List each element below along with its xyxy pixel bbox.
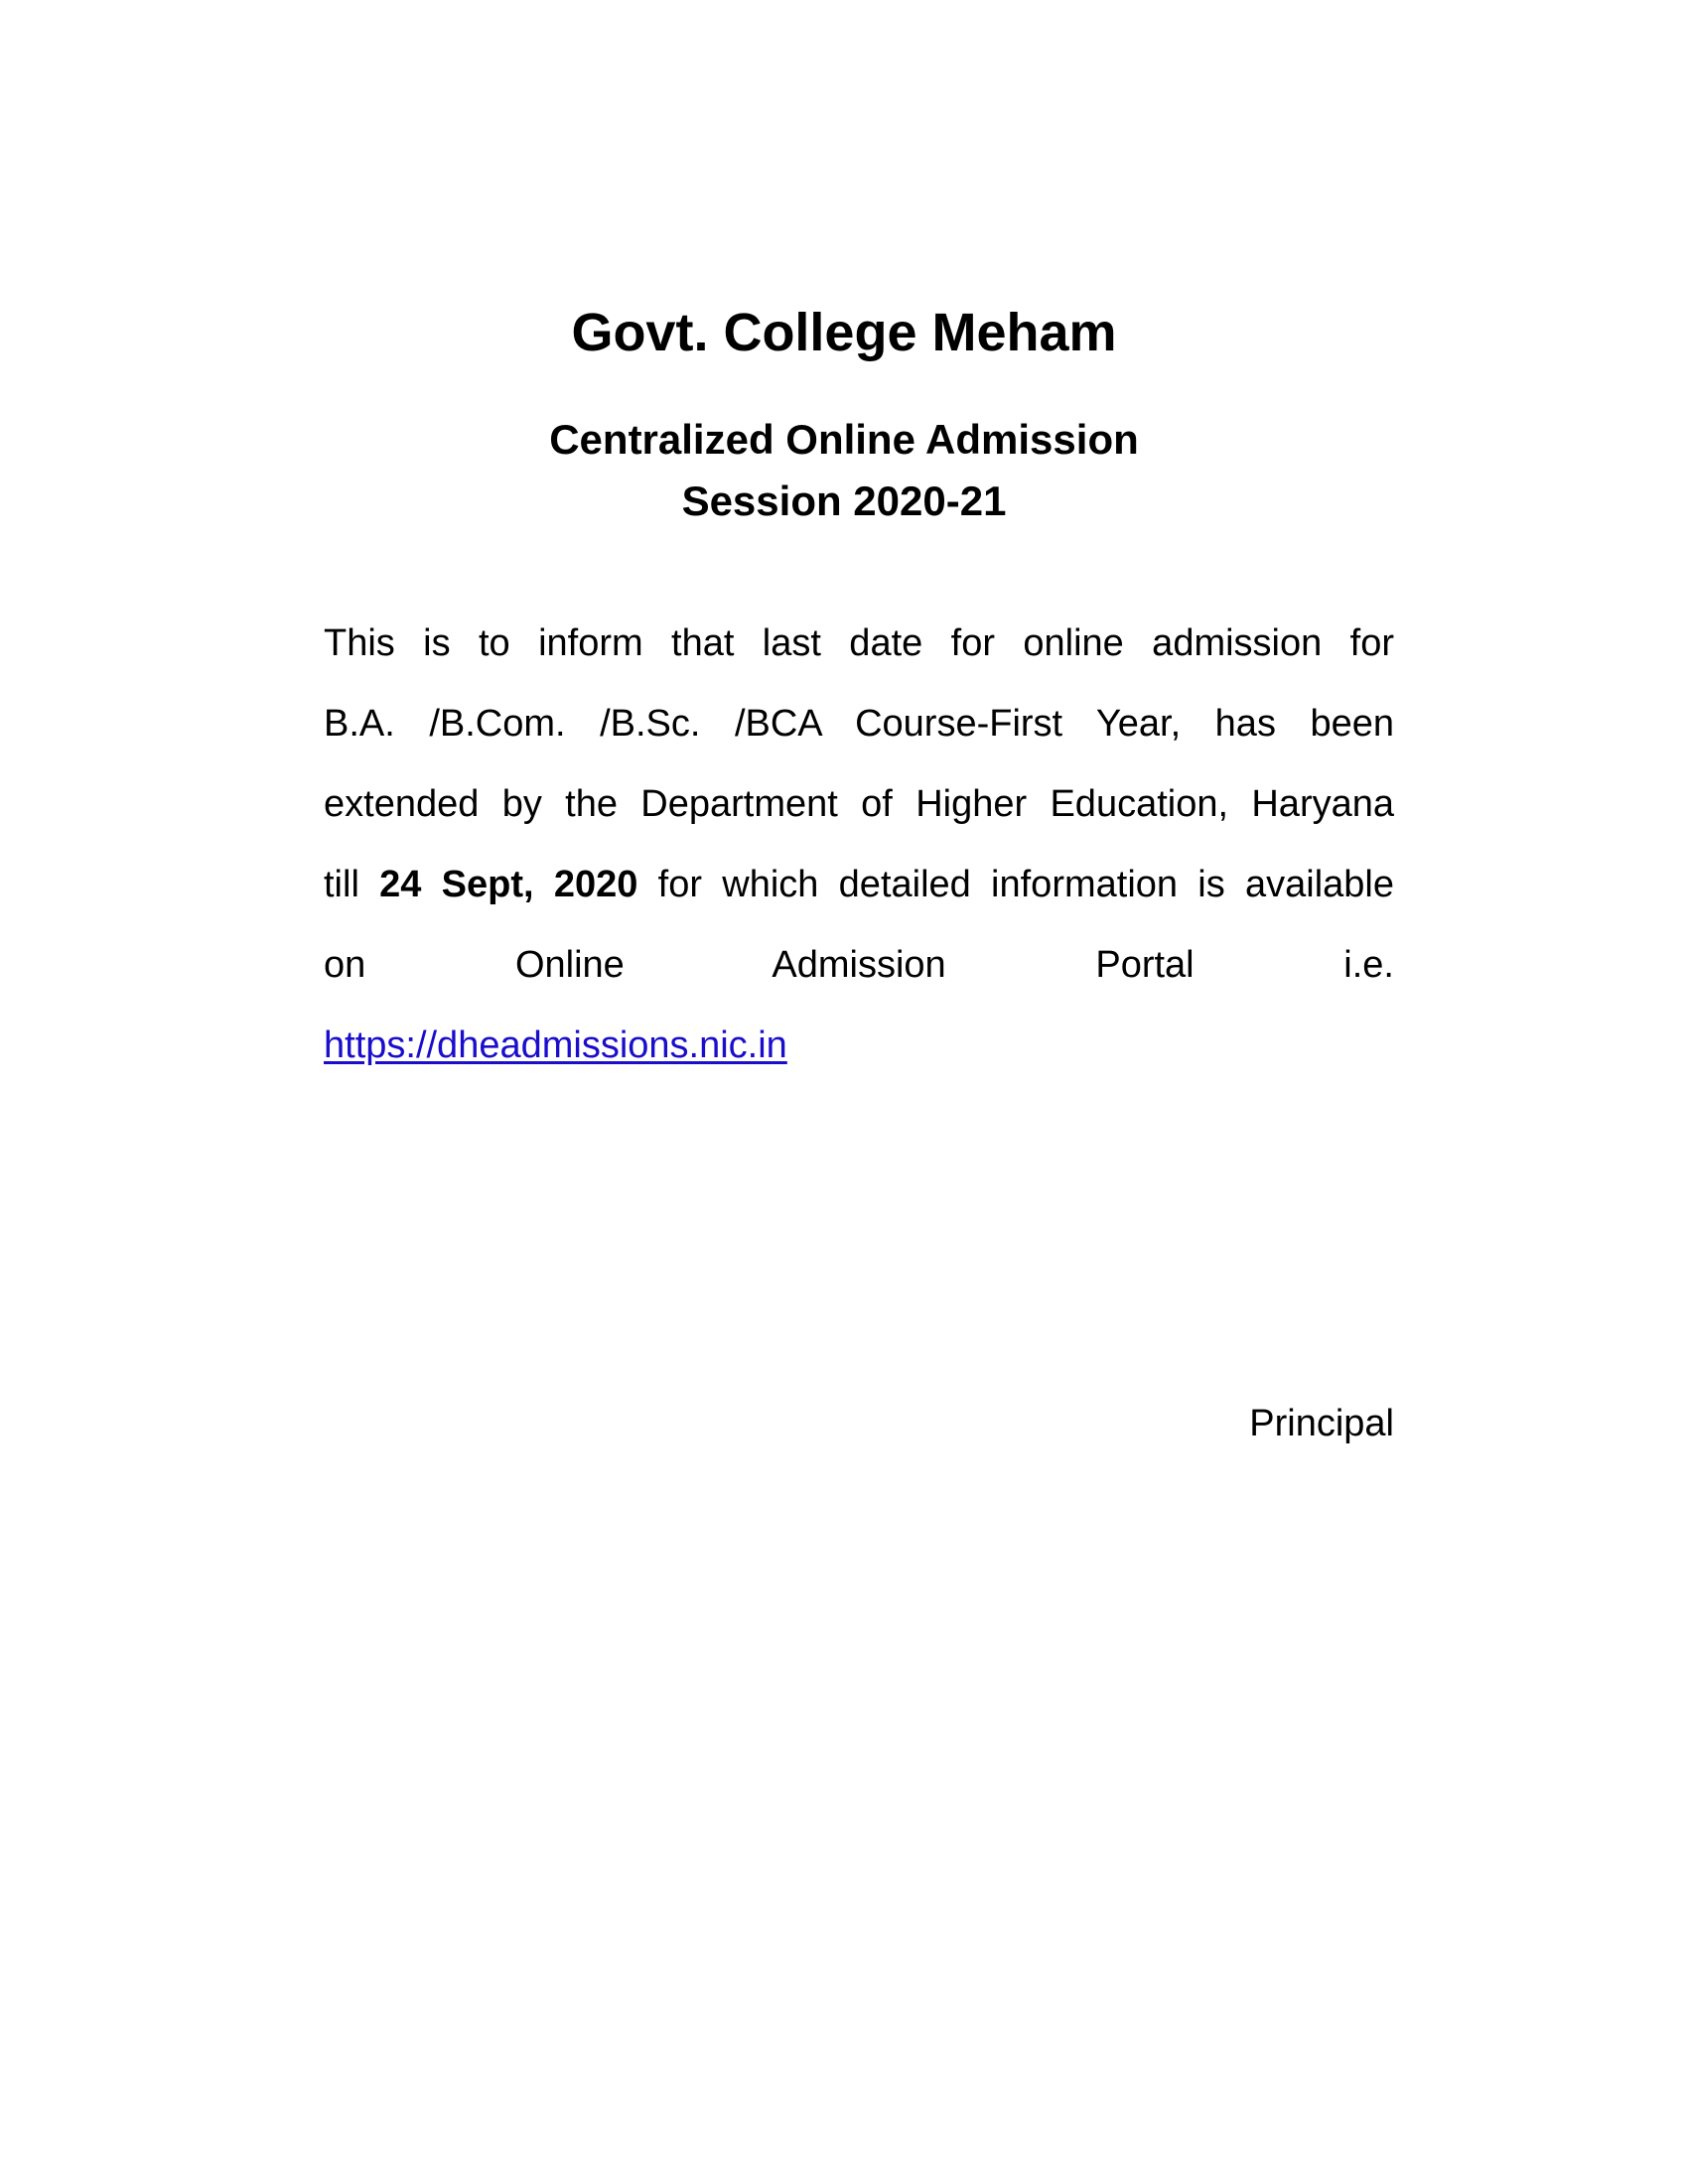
info-available-text: for which detailed information is available — [657, 864, 1394, 905]
admission-portal-link[interactable]: https://dheadmissions.nic.in — [324, 1024, 787, 1066]
notice-line-3: extended by the Department of Higher Education, Haryana — [324, 783, 1394, 825]
notice-body — [324, 604, 1394, 1086]
subtitle-line-admission: Centralized Online Admission — [549, 416, 1139, 463]
signature-principal: Principal — [1249, 1403, 1394, 1444]
notice-line-1: This is to inform that last date for online admission for — [324, 622, 1394, 664]
till-text: till — [324, 864, 359, 905]
admission-subtitle — [0, 409, 1688, 532]
notice-line-5: on Online Admission Portal i.e. — [324, 944, 1394, 986]
notice-line-4 — [324, 845, 1394, 925]
college-name-heading: Govt. College Meham — [571, 303, 1117, 362]
deadline-date: 24 Sept, 2020 — [379, 864, 638, 905]
notice-line-6 — [324, 1006, 1394, 1086]
subtitle-line-session: Session 2020-21 — [681, 478, 1007, 524]
notice-line-2: B.A. /B.Com. /B.Sc. /BCA Course-First Year, has been — [324, 703, 1394, 745]
